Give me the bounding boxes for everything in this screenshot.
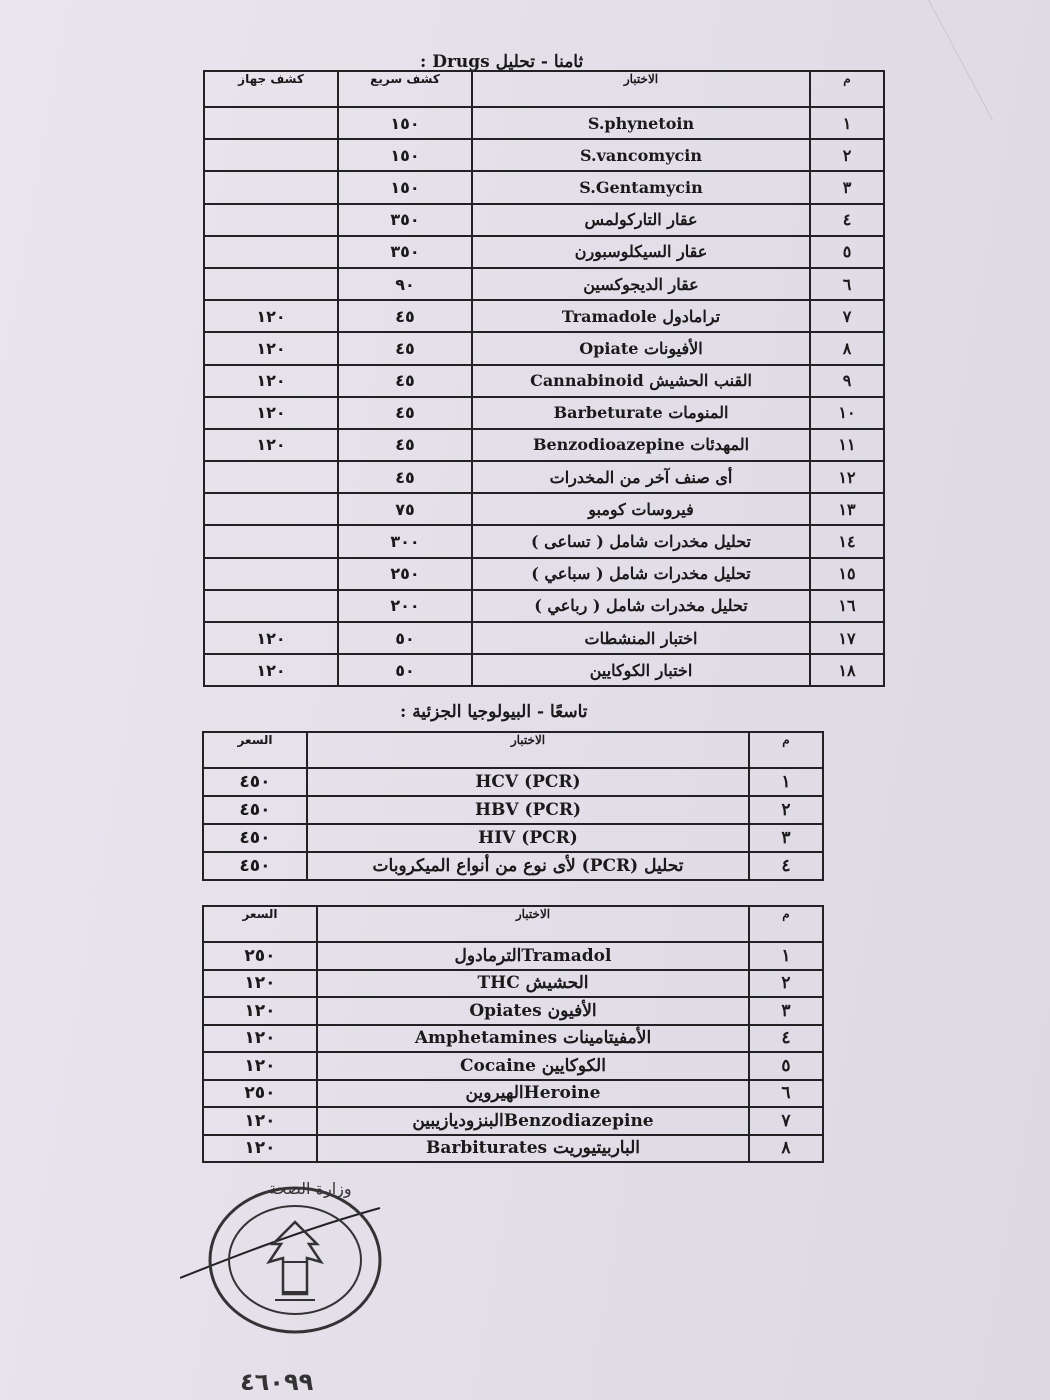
test-name: S.vancomycin bbox=[472, 139, 810, 171]
table-row bbox=[203, 1052, 823, 1080]
rapid-price: ٤٥ bbox=[338, 429, 472, 461]
row-number: ١١ bbox=[810, 429, 884, 461]
test-name: S.Gentamycin bbox=[472, 171, 810, 203]
rapid-price: ٥٠ bbox=[338, 622, 472, 654]
table-row bbox=[203, 997, 823, 1025]
device-price bbox=[204, 171, 338, 203]
row-number: ٢ bbox=[810, 139, 884, 171]
device-price: ١٢٠ bbox=[204, 365, 338, 397]
table-row bbox=[203, 1135, 823, 1163]
row-number: ٤ bbox=[749, 852, 823, 880]
row-number: ٩ bbox=[810, 365, 884, 397]
price: ٤٥٠ bbox=[203, 796, 307, 824]
table-row bbox=[204, 429, 884, 461]
device-price bbox=[204, 590, 338, 622]
price: ٤٥٠ bbox=[203, 852, 307, 880]
device-price bbox=[204, 107, 338, 139]
test-name: الباربيتيوريت Barbiturates bbox=[317, 1135, 749, 1163]
test-name: عقار التاركولمس bbox=[472, 204, 810, 236]
table-row bbox=[203, 970, 823, 998]
table-row bbox=[204, 493, 884, 525]
test-name: أى صنف آخر من المخدرات bbox=[472, 461, 810, 493]
price: ١٢٠ bbox=[203, 997, 317, 1025]
row-number: ١٦ bbox=[810, 590, 884, 622]
table-row bbox=[204, 171, 884, 203]
test-name: HBV (PCR) bbox=[307, 796, 749, 824]
header-test: الاختبار bbox=[472, 71, 810, 107]
rapid-price: ٤٥ bbox=[338, 397, 472, 429]
row-number: ٢ bbox=[749, 970, 823, 998]
test-name: فيروسات كومبو bbox=[472, 493, 810, 525]
table-row bbox=[204, 590, 884, 622]
drugs-table bbox=[203, 70, 885, 687]
row-number: ١٤ bbox=[810, 525, 884, 557]
header-num: م bbox=[749, 732, 823, 768]
table-row bbox=[203, 1025, 823, 1053]
rapid-price: ٢٠٠ bbox=[338, 590, 472, 622]
device-price: ١٢٠ bbox=[204, 622, 338, 654]
rapid-price: ٧٥ bbox=[338, 493, 472, 525]
row-number: ٨ bbox=[749, 1135, 823, 1163]
test-name: الأفيون Opiates bbox=[317, 997, 749, 1025]
device-price bbox=[204, 139, 338, 171]
section-8-title: ثامنا - تحليل Drugs : bbox=[420, 52, 584, 72]
row-number: ٣ bbox=[810, 171, 884, 203]
device-price bbox=[204, 493, 338, 525]
table-row bbox=[203, 942, 823, 970]
table-row bbox=[204, 654, 884, 686]
header-price: السعر bbox=[203, 732, 307, 768]
test-name: اختبار الكوكايين bbox=[472, 654, 810, 686]
test-name: المهدئات Benzodioazepine bbox=[472, 429, 810, 461]
row-number: ١٠ bbox=[810, 397, 884, 429]
test-name: المنومات Barbeturate bbox=[472, 397, 810, 429]
test-name: Heroineالهيروين bbox=[317, 1080, 749, 1108]
table-row bbox=[204, 622, 884, 654]
device-price: ١٢٠ bbox=[204, 429, 338, 461]
price: ١٢٠ bbox=[203, 1135, 317, 1163]
rapid-price: ٤٥ bbox=[338, 332, 472, 364]
table-row bbox=[204, 461, 884, 493]
molecular-biology-table bbox=[202, 731, 824, 881]
test-name: HIV (PCR) bbox=[307, 824, 749, 852]
test-name: اختبار المنشطات bbox=[472, 622, 810, 654]
row-number: ٣ bbox=[749, 997, 823, 1025]
device-price bbox=[204, 558, 338, 590]
row-number: ١٨ bbox=[810, 654, 884, 686]
row-number: ٤ bbox=[749, 1025, 823, 1053]
rapid-price: ٩٠ bbox=[338, 268, 472, 300]
price: ١٢٠ bbox=[203, 1052, 317, 1080]
row-number: ١٢ bbox=[810, 461, 884, 493]
table-row bbox=[204, 365, 884, 397]
device-price bbox=[204, 268, 338, 300]
row-number: ٧ bbox=[749, 1107, 823, 1135]
table-row bbox=[204, 332, 884, 364]
rapid-price: ٣٠٠ bbox=[338, 525, 472, 557]
row-number: ٦ bbox=[749, 1080, 823, 1108]
table-row bbox=[204, 236, 884, 268]
row-number: ٧ bbox=[810, 300, 884, 332]
row-number: ٨ bbox=[810, 332, 884, 364]
test-name: Benzodiazepineالبنزوديازيبين bbox=[317, 1107, 749, 1135]
row-number: ١ bbox=[749, 768, 823, 796]
test-name: HCV (PCR) bbox=[307, 768, 749, 796]
header-test: الاختبار bbox=[307, 732, 749, 768]
table-row bbox=[204, 107, 884, 139]
row-number: ٢ bbox=[749, 796, 823, 824]
drug-screen-price-table bbox=[202, 905, 824, 1163]
test-name: الكوكايين Cocaine bbox=[317, 1052, 749, 1080]
ministry-seal-stamp bbox=[180, 1170, 410, 1340]
price: ٤٥٠ bbox=[203, 824, 307, 852]
test-name: S.phynetoin bbox=[472, 107, 810, 139]
table-row bbox=[204, 204, 884, 236]
device-price bbox=[204, 461, 338, 493]
price: ٢٥٠ bbox=[203, 942, 317, 970]
stamp-text: وزارة الصحة bbox=[268, 1179, 352, 1198]
test-name: ترامادول Tramadole bbox=[472, 300, 810, 332]
rapid-price: ١٥٠ bbox=[338, 139, 472, 171]
row-number: ٥ bbox=[749, 1052, 823, 1080]
paper-fold bbox=[928, 0, 1050, 120]
test-name: الأفيونات Opiate bbox=[472, 332, 810, 364]
row-number: ١٣ bbox=[810, 493, 884, 525]
table-row bbox=[203, 852, 823, 880]
header-num: م bbox=[749, 906, 823, 942]
table-row bbox=[204, 397, 884, 429]
rapid-price: ٥٠ bbox=[338, 654, 472, 686]
test-name: الحشيش THC bbox=[317, 970, 749, 998]
drugs-table-body bbox=[204, 107, 884, 686]
table-header-row bbox=[203, 732, 823, 768]
device-price: ١٢٠ bbox=[204, 332, 338, 364]
test-name: تحليل (PCR) لأى نوع من أنواع الميكروبات bbox=[307, 852, 749, 880]
rapid-price: ٢٥٠ bbox=[338, 558, 472, 590]
test-name: Tramadolالترمادول bbox=[317, 942, 749, 970]
row-number: ١٧ bbox=[810, 622, 884, 654]
row-number: ٣ bbox=[749, 824, 823, 852]
rapid-price: ٤٥ bbox=[338, 300, 472, 332]
device-price bbox=[204, 525, 338, 557]
test-name: تحليل مخدرات شامل ( سباعي ) bbox=[472, 558, 810, 590]
device-price: ١٢٠ bbox=[204, 654, 338, 686]
row-number: ١٥ bbox=[810, 558, 884, 590]
header-test: الاختبار bbox=[317, 906, 749, 942]
price: ١٢٠ bbox=[203, 970, 317, 998]
header-device: كشف جهاز bbox=[204, 71, 338, 107]
table-row bbox=[203, 768, 823, 796]
header-rapid: كشف سريع bbox=[338, 71, 472, 107]
table-row bbox=[204, 268, 884, 300]
table-row bbox=[203, 1107, 823, 1135]
price: ٤٥٠ bbox=[203, 768, 307, 796]
rapid-price: ١٥٠ bbox=[338, 107, 472, 139]
table-row bbox=[204, 558, 884, 590]
test-name: تحليل مخدرات شامل ( تساعى ) bbox=[472, 525, 810, 557]
rapid-price: ١٥٠ bbox=[338, 171, 472, 203]
price: ٢٥٠ bbox=[203, 1080, 317, 1108]
row-number: ٥ bbox=[810, 236, 884, 268]
rapid-price: ٣٥٠ bbox=[338, 236, 472, 268]
rapid-price: ٤٥ bbox=[338, 461, 472, 493]
footer-reference-number: ٤٦٠٩٩ bbox=[240, 1368, 314, 1396]
table-row bbox=[203, 1080, 823, 1108]
test-name: عقار الديجوكسين bbox=[472, 268, 810, 300]
price: ١٢٠ bbox=[203, 1025, 317, 1053]
device-price: ١٢٠ bbox=[204, 397, 338, 429]
rapid-price: ٣٥٠ bbox=[338, 204, 472, 236]
test-name: القنب الحشيش Cannabinoid bbox=[472, 365, 810, 397]
price: ١٢٠ bbox=[203, 1107, 317, 1135]
table-row bbox=[203, 824, 823, 852]
table-row bbox=[204, 139, 884, 171]
device-price bbox=[204, 204, 338, 236]
test-name: عقار السيكلوسبورن bbox=[472, 236, 810, 268]
row-number: ١ bbox=[810, 107, 884, 139]
header-price: السعر bbox=[203, 906, 317, 942]
row-number: ٤ bbox=[810, 204, 884, 236]
test-name: تحليل مخدرات شامل ( رباعي ) bbox=[472, 590, 810, 622]
table-row bbox=[204, 300, 884, 332]
drug-screen-price-table-body bbox=[203, 942, 823, 1162]
table-row bbox=[203, 796, 823, 824]
device-price: ١٢٠ bbox=[204, 300, 338, 332]
table-row bbox=[204, 525, 884, 557]
header-num: م bbox=[810, 71, 884, 107]
section-9-title: تاسعًا - البيولوجيا الجزئية : bbox=[400, 702, 588, 722]
row-number: ٦ bbox=[810, 268, 884, 300]
rapid-price: ٤٥ bbox=[338, 365, 472, 397]
molecular-biology-table-body bbox=[203, 768, 823, 880]
device-price bbox=[204, 236, 338, 268]
table-header-row bbox=[203, 906, 823, 942]
row-number: ١ bbox=[749, 942, 823, 970]
table-header-row bbox=[204, 71, 884, 107]
test-name: الأمفيتامينات Amphetamines bbox=[317, 1025, 749, 1053]
